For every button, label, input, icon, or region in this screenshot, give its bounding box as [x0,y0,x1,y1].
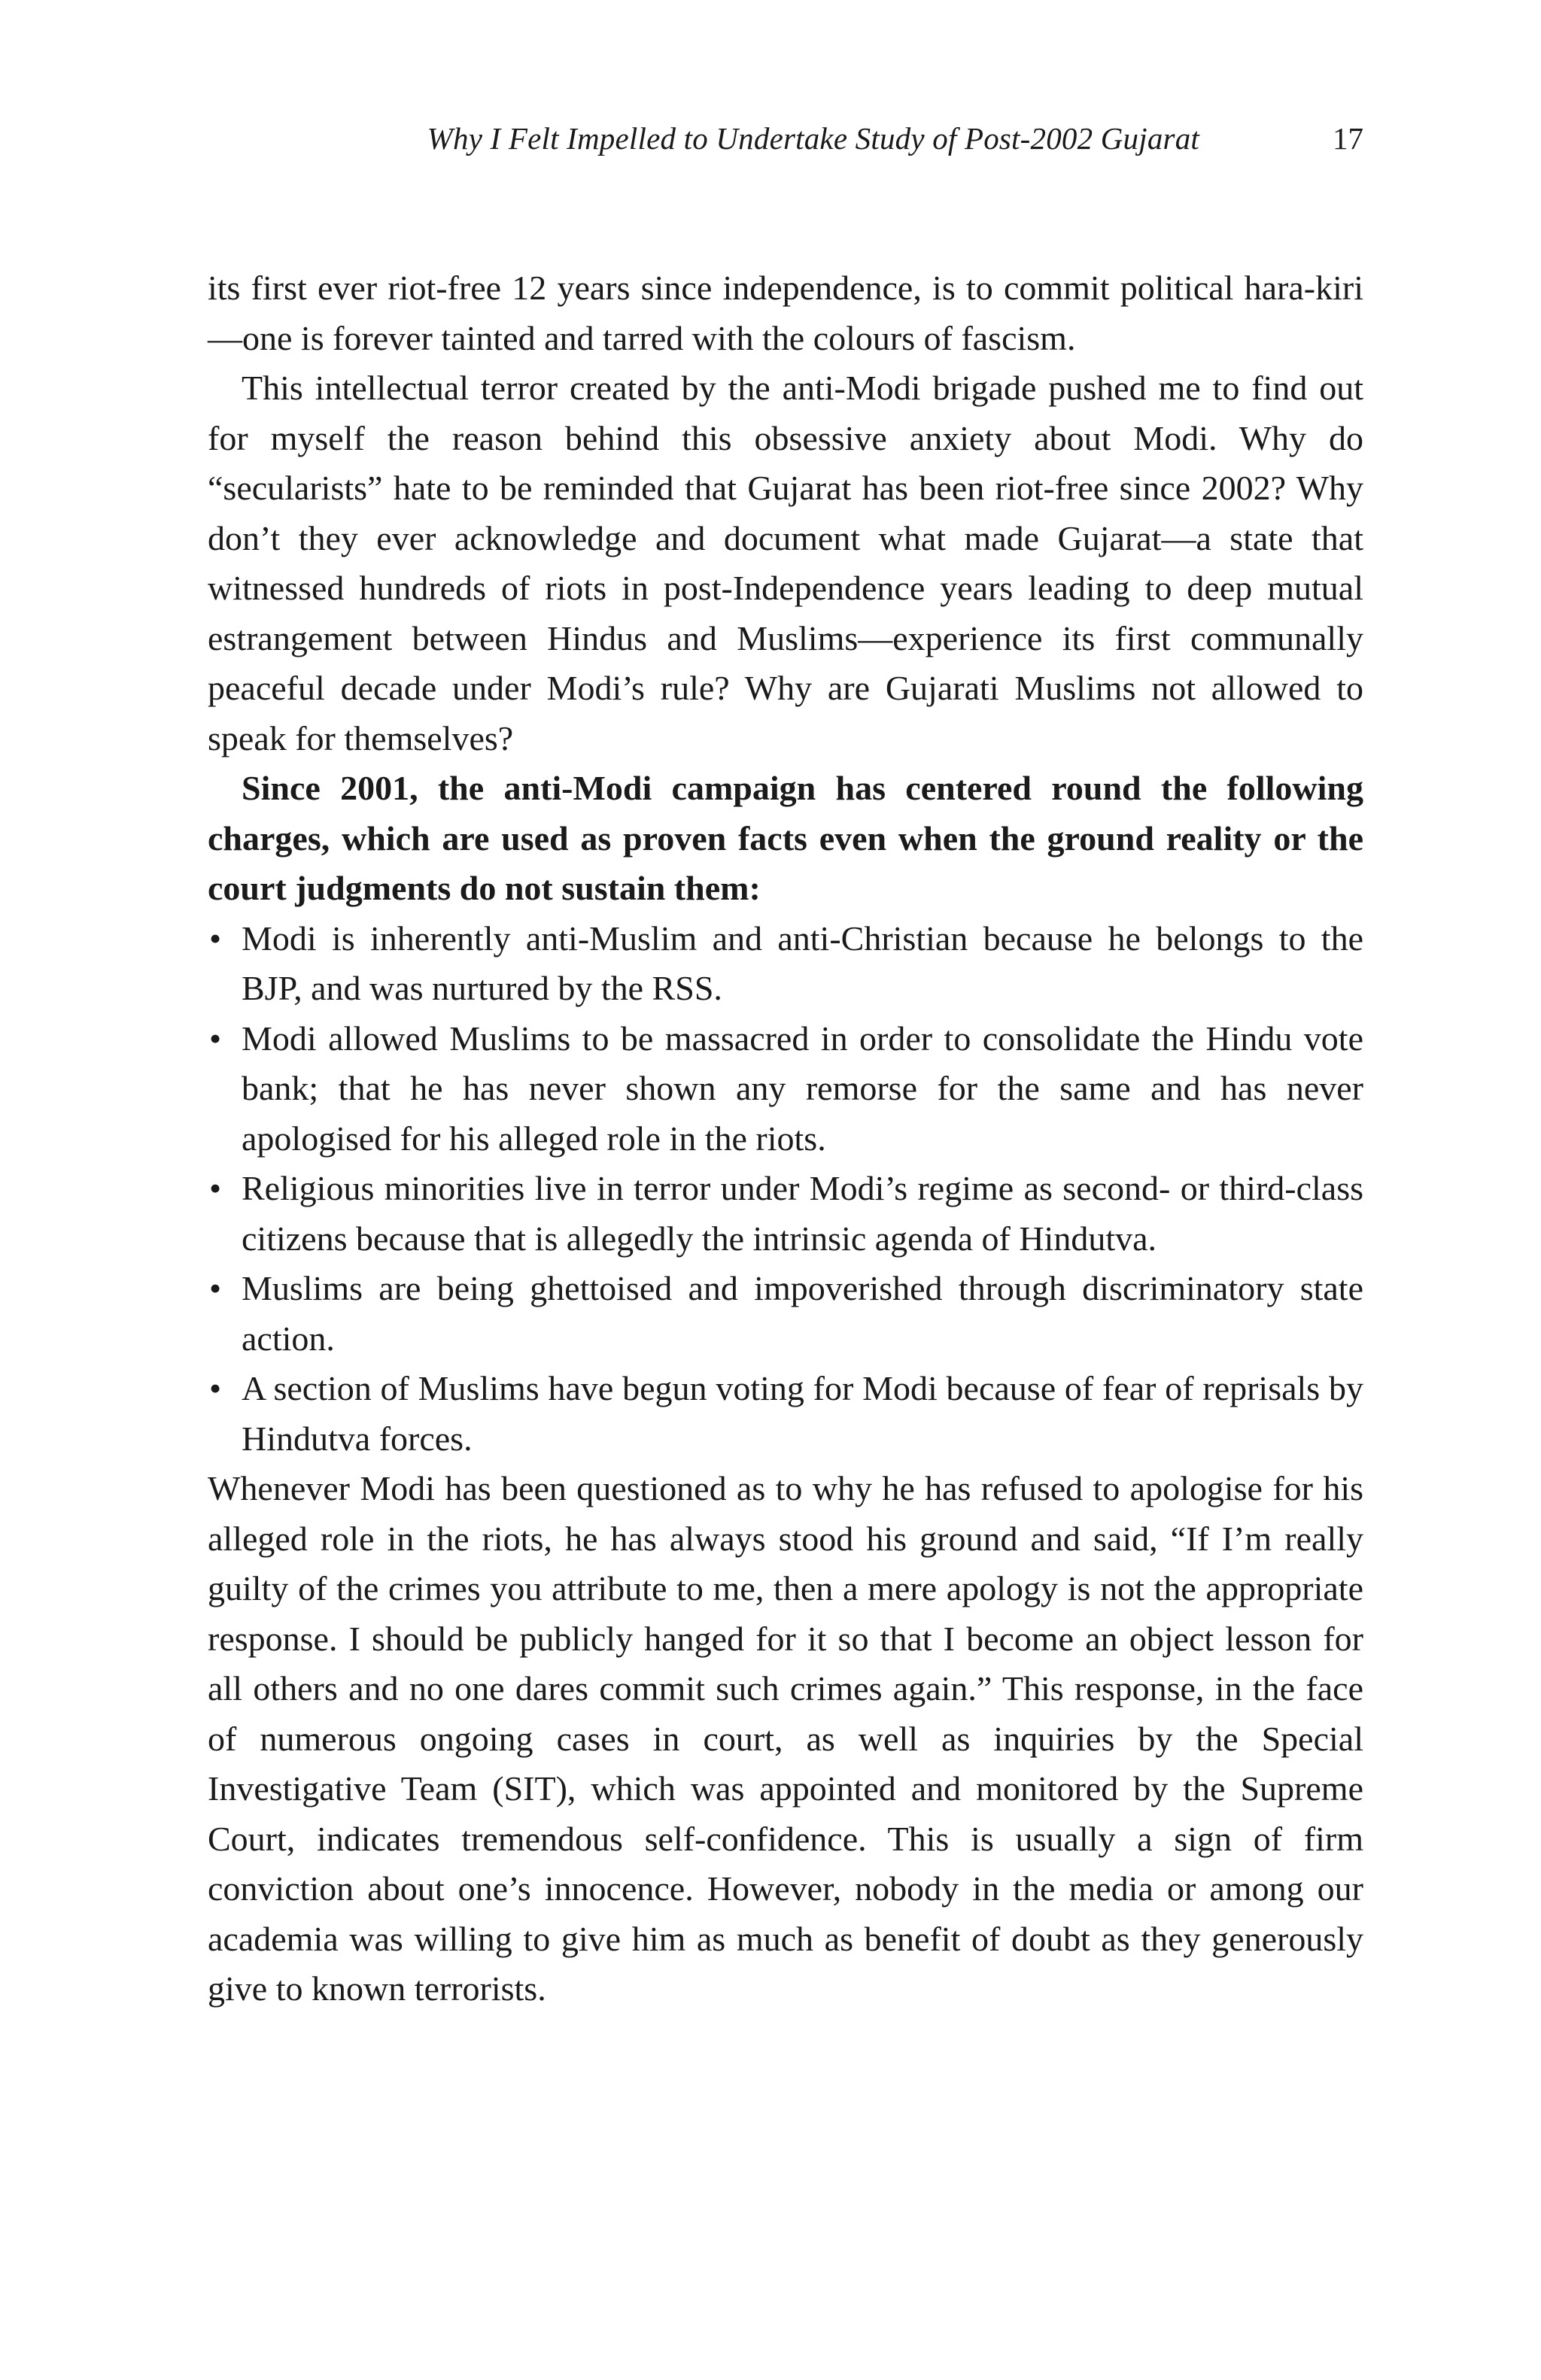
paragraph-continued: its first ever riot-free 12 years since independence, is to commit political hara-kiri—one is forever tainted and tarred with the colours of fascism. [208,269,1363,357]
paragraph-charges-intro: Since 2001, the anti-Modi campaign has centered round the following charges, which are used as proven facts even when the ground reality or the court judgments do not sustain them: [208,769,1363,907]
list-item-text: Modi is inherently anti-Muslim and anti-Christian because he belongs to the BJP, and was nurtured by the RSS. [242,918,1363,1007]
list-item [208,914,1363,1014]
paragraph-apology: Whenever Modi has been questioned as to why he has refused to apologise for his alleged role in the riots, he has always stood his ground and said, “If I’m really guilty of the crimes you attribute to me, then a mere apology is not the appropriate response. I should be publicly hanged for it so that I become an object lesson for all others and no one dares commit such crimes again.” This response, in the face of numerous ongoing cases in court, as well as inquiries by the Special Investigative Team (SIT), which was appointed and monitored by the Supreme Court, indicates tremendous self-confidence. This is usually a sign of firm conviction about one’s innocence. However, nobody in the media or among our academia was willing to give him as much as benefit of doubt as they generously give to known terrorists. [208,1469,1363,2008]
list-item-text: Religious minorities live in terror under Modi’s regime as second- or third-class citizens because that is allegedly the intrinsic agenda of Hindutva. [242,1169,1363,1258]
list-item-text: A section of Muslims have begun voting for Modi because of fear of reprisals by Hindutva forces. [242,1369,1363,1458]
page-number: 17 [1333,121,1363,156]
body-text [208,263,1363,2014]
bullet-icon: • [209,1269,222,1307]
bullet-icon: • [209,1369,222,1407]
running-title: Why I Felt Impelled to Undertake Study of Post-2002 Gujarat [427,121,1199,156]
running-head [208,120,1363,165]
list-item [208,1014,1363,1164]
bullet-icon: • [209,1018,222,1058]
list-item [208,1164,1363,1264]
paragraph-intellectual-terror: This intellectual terror created by the anti-Modi brigade pushed me to find out for myself the reason behind this obsessive anxiety about Modi. Why do “secularists” hate to be reminded that Gujarat has been riot-free since 2002? Why don’t they ever acknowledge and document what made Gujarat—a state that witnessed hundreds of riots in post-Independence years leading to deep mutual estrangement between Hindus and Muslims—experience its first communally peaceful decade under Modi’s rule? Why are Gujarati Muslims not allowed to speak for themselves? [208,369,1363,757]
bullet-icon: • [209,1169,222,1207]
list-item-text: Muslims are being ghettoised and impoverished through discriminatory state action. [242,1269,1363,1358]
charges-list [208,914,1363,1465]
list-item-text: Modi allowed Muslims to be massacred in order to consolidate the Hindu vote bank; that he has never shown any remorse for the same and has never apologised for his alleged role in the riots. [242,1018,1363,1158]
bullet-icon: • [209,918,222,958]
list-item [208,1264,1363,1364]
list-item [208,1364,1363,1464]
